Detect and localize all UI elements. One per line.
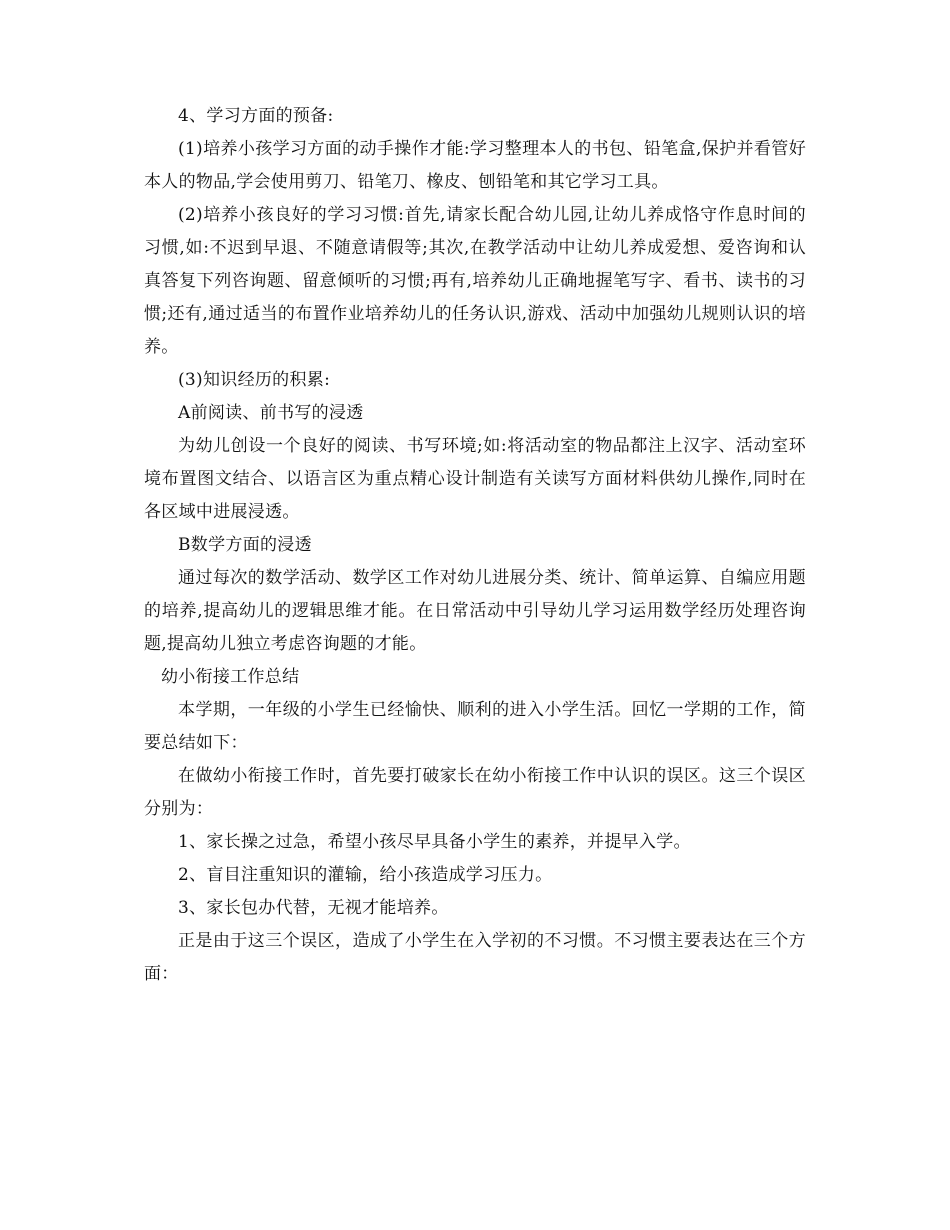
- paragraph-misconception-2: 2、盲目注重知识的灌输，给小孩造成学习压力。: [178, 865, 553, 885]
- paragraph-study-habits: (2)培养小孩良好的学习习惯:首先,请家长配合幼儿园,让幼儿养成恪守作息时间的习惯,如:不迟到早退、不随意请假等;其次,在教学活动中让幼儿养成爱想、爱咨询和认真答复下列咨询题、留意倾听的习惯;再有,培养幼儿正确地握笔写字、看书、读书的习惯;还有,通过适当的布置作业培养幼儿的任务认识,游戏、活动中加强幼儿规则认识的培养。: [144, 205, 806, 357]
- document-page: [144, 100, 806, 991]
- paragraph-learning-prep-title: 4、学习方面的预备:: [178, 106, 334, 126]
- paragraph-hands-on-skills: (1)培养小孩学习方面的动手操作才能:学习整理本人的书包、铅笔盒,保护并看管好本人的物品,学会使用剪刀、铅笔刀、橡皮、刨铅笔和其它学习工具。: [144, 139, 806, 192]
- paragraph-reading-writing-heading: A前阅读、前书写的浸透: [178, 403, 364, 423]
- paragraph-conclusion: 正是由于这三个误区，造成了小学生在入学初的不习惯。不习惯主要表达在三个方面：: [144, 931, 806, 984]
- section-title-summary: 幼小衔接工作总结: [161, 667, 300, 687]
- paragraph-misconception-1: 1、家长操之过急，希望小孩尽早具备小学生的素养，并提早入学。: [178, 832, 691, 852]
- paragraph-misconception-3: 3、家长包办代替，无视才能培养。: [178, 898, 449, 918]
- paragraph-semester-intro: 本学期，一年级的小学生已经愉快、顺利的进入小学生活。回忆一学期的工作，简要总结如下：: [144, 700, 806, 753]
- paragraph-math-heading: B数学方面的浸透: [178, 535, 312, 555]
- paragraph-math-body: 通过每次的数学活动、数学区工作对幼儿进展分类、统计、简单运算、自编应用题的培养,提高幼儿的逻辑思维才能。在日常活动中引导幼儿学习运用数学经历处理咨询题,提高幼儿独立考虑咨询题的才能。: [144, 568, 806, 654]
- paragraph-reading-writing-body: 为幼儿创设一个良好的阅读、书写环境;如:将活动室的物品都注上汉字、活动室环境布置图文结合、以语言区为重点精心设计制造有关读写方面材料供幼儿操作,同时在各区域中进展浸透。: [144, 436, 806, 522]
- paragraph-misconceptions-intro: 在做幼小衔接工作时，首先要打破家长在幼小衔接工作中认识的误区。这三个误区分别为：: [144, 766, 806, 819]
- paragraph-knowledge-accumulation: (3)知识经历的积累:: [178, 370, 331, 390]
